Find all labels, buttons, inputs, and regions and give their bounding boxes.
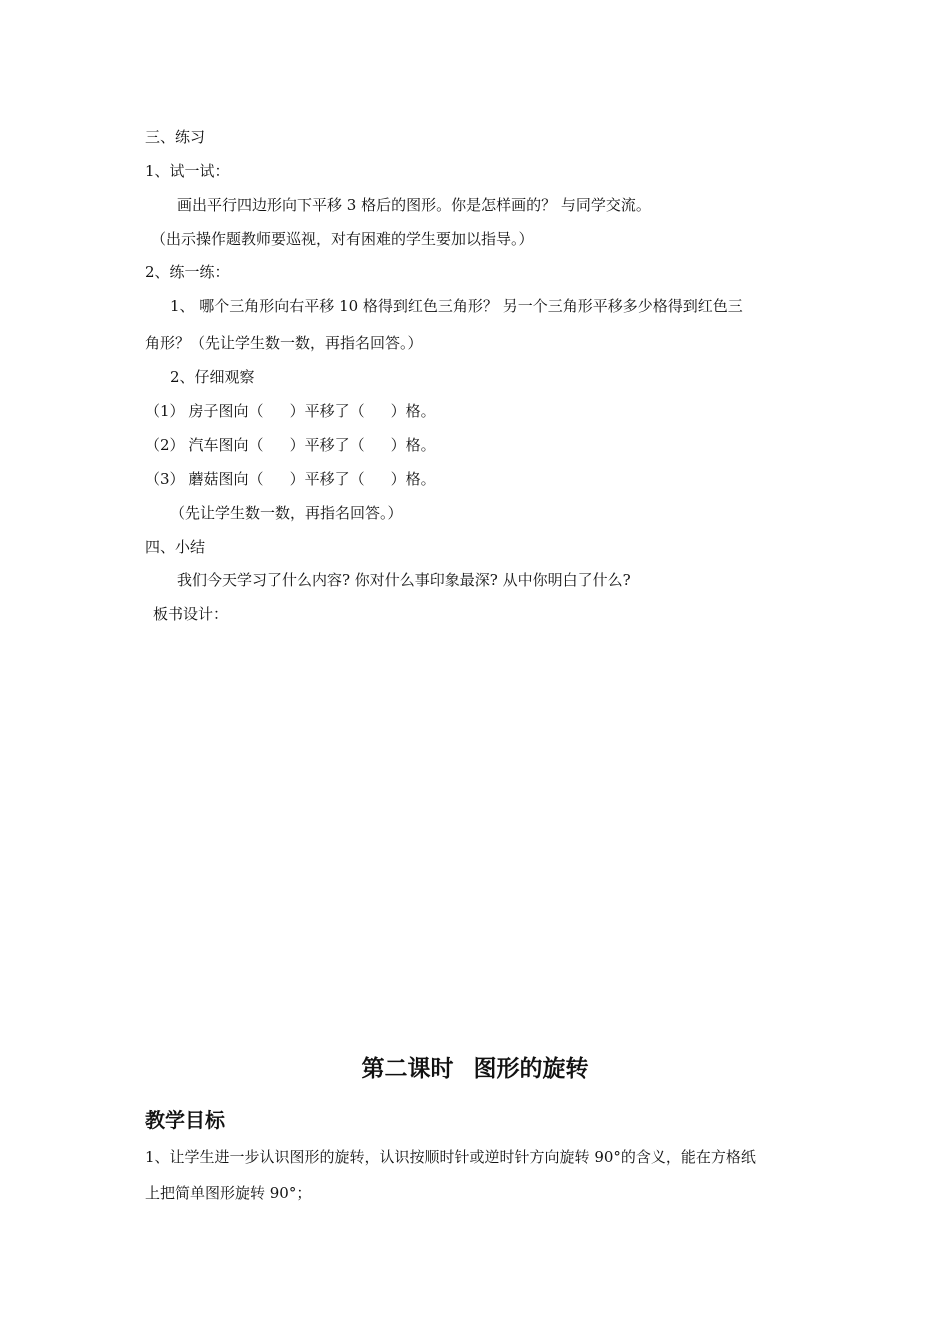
question-2-label: 2、仔细观察: [170, 368, 255, 386]
item-number: （1）: [145, 402, 185, 420]
practice-label: 2、练一练：: [145, 263, 230, 281]
item-number: （2）: [145, 436, 185, 454]
section-heading-summary: 四、小结: [145, 538, 206, 556]
practice-note: （先让学生数一数，再指名回答。）: [170, 504, 403, 522]
try-label: 1、试一试：: [145, 162, 230, 180]
goal-1-line-2: 上把简单图形旋转 90°；: [145, 1184, 312, 1202]
item-mid: ）平移了（: [289, 436, 365, 454]
try-note: （出示操作题教师要巡视，对有困难的学生要加以指导。）: [151, 230, 534, 248]
item-end: ）格。: [390, 436, 436, 454]
summary-text: 我们今天学习了什么内容? 你对什么事印象最深? 从中你明白了什么?: [177, 571, 631, 589]
item-number: （3）: [145, 470, 185, 488]
question-1-line-1: 1、 哪个三角形向右平移 10 格得到红色三角形？ 另一个三角形平移多少格得到红色三: [170, 297, 743, 315]
item-subject: 汽车图向（: [188, 436, 264, 454]
observe-item: [145, 435, 436, 455]
section-heading-practice: 三、练习: [145, 128, 206, 146]
question-1-line-2: 角形？（先让学生数一数，再指名回答。）: [145, 334, 423, 352]
item-mid: ）平移了（: [289, 470, 365, 488]
item-subject: 房子图向（: [188, 402, 264, 420]
lesson-title: [0, 1054, 950, 1084]
lesson-title-number: 第二课时: [361, 1056, 454, 1082]
board-design-label: 板书设计：: [153, 605, 229, 623]
goal-1-line-1: 1、让学生进一步认识图形的旋转，认识按顺时针或逆时针方向旋转 90°的含义，能在方格纸: [145, 1148, 756, 1166]
observe-item: [145, 469, 436, 489]
item-end: ）格。: [390, 402, 436, 420]
lesson-title-topic: 图形的旋转: [473, 1056, 589, 1082]
try-task: 画出平行四边形向下平移 3 格后的图形。你是怎样画的？ 与同学交流。: [177, 196, 651, 214]
item-mid: ）平移了（: [289, 402, 365, 420]
item-end: ）格。: [390, 470, 436, 488]
observe-item: [145, 401, 436, 421]
goals-heading: 教学目标: [145, 1108, 225, 1132]
item-subject: 蘑菇图向（: [188, 470, 264, 488]
